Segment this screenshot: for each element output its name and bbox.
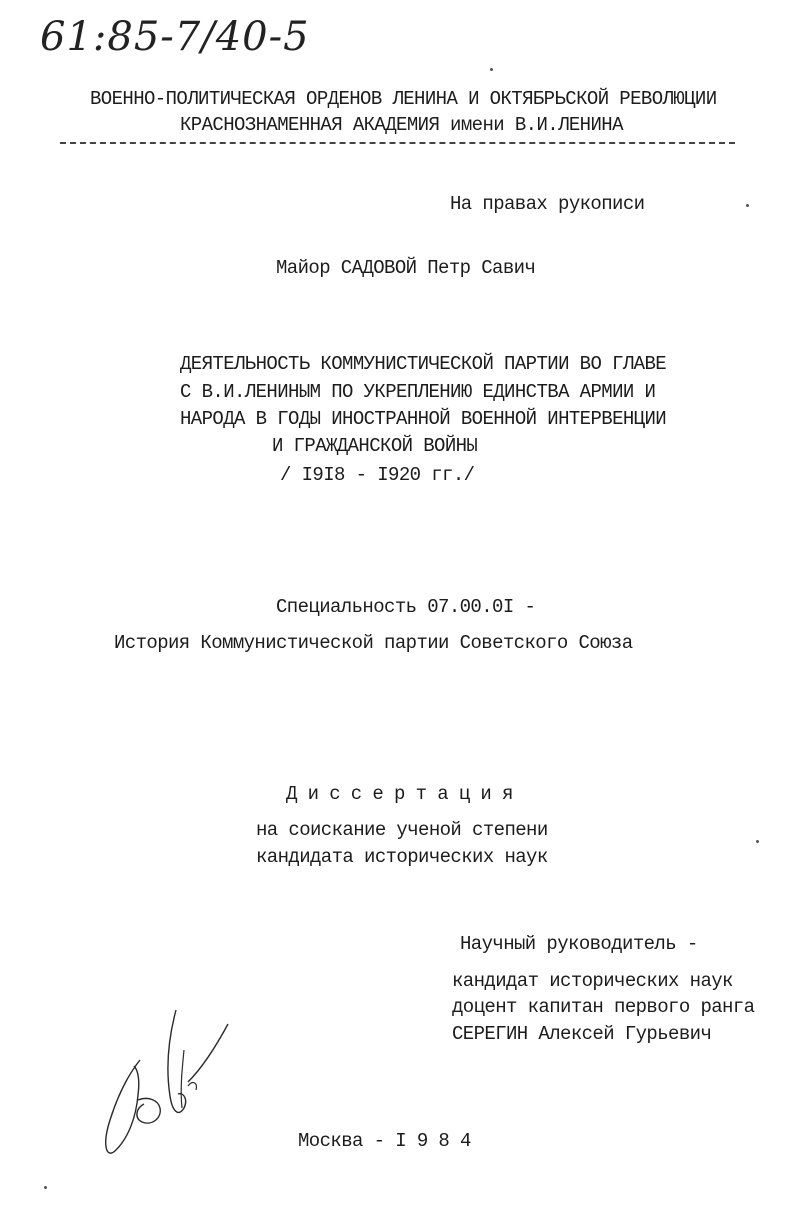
paper-speck [490, 68, 493, 71]
institution-line-2: КРАСНОЗНАМЕННАЯ АКАДЕМИЯ имени В.И.ЛЕНИНА [180, 114, 623, 136]
header-divider [60, 142, 735, 144]
supervisor-name: СЕРЕГИН Алексей Гурьевич [452, 1023, 712, 1045]
institution-line-1: ВОЕННО-ПОЛИТИЧЕСКАЯ ОРДЕНОВ ЛЕНИНА И ОКТЯБРЬСКОЙ РЕВОЛЮЦИИ [90, 88, 717, 110]
title-line-1: ДЕЯТЕЛЬНОСТЬ КОММУНИСТИЧЕСКОЙ ПАРТИИ ВО ГЛАВЕ [180, 353, 667, 375]
supervisor-degree: кандидат исторических наук [452, 970, 733, 992]
specialty-code: Специальность 07.00.0I - [276, 596, 536, 618]
dissertation-heading: Д и с с е р т а ц и я [286, 783, 513, 805]
title-line-3: НАРОДА В ГОДЫ ИНОСТРАННОЙ ВОЕННОЙ ИНТЕРВЕНЦИИ [180, 408, 667, 430]
paper-speck [756, 840, 759, 843]
specialty-name: История Коммунистической партии Советского Союза [114, 632, 633, 654]
handwritten-archive-code: 61:85-7/40-5 [40, 14, 310, 60]
paper-speck [44, 1186, 47, 1189]
author-name: Майор САДОВОЙ Петр Савич [276, 257, 536, 279]
supervisor-heading: Научный руководитель - [460, 933, 698, 955]
supervisor-rank: доцент капитан первого ранга [452, 996, 755, 1018]
dissertation-line-1: на соискание ученой степени [256, 819, 548, 841]
dissertation-line-2: кандидата исторических наук [256, 846, 548, 868]
manuscript-note: На правах рукописи [450, 193, 645, 215]
handwritten-signature [88, 1000, 238, 1170]
title-line-4: И ГРАЖДАНСКОЙ ВОЙНЫ [272, 435, 478, 457]
place-and-year: Москва - I 9 8 4 [298, 1130, 471, 1152]
title-years: / I9I8 - I920 гг./ [280, 464, 475, 486]
paper-speck [746, 204, 749, 207]
title-line-2: С В.И.ЛЕНИНЫМ ПО УКРЕПЛЕНИЮ ЕДИНСТВА АРМИИ И [180, 381, 656, 403]
